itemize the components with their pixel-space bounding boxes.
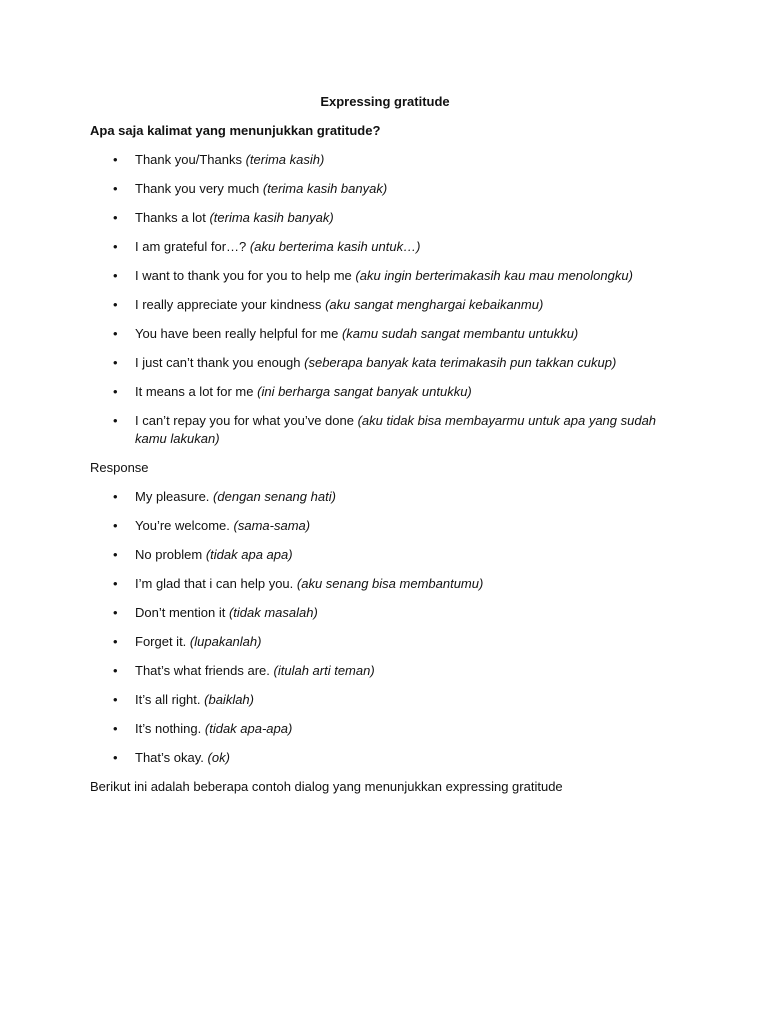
- gratitude-item: [90, 267, 680, 285]
- gratitude-question: Apa saja kalimat yang menunjukkan gratitude?: [90, 123, 381, 138]
- phrase-translation: (tidak masalah): [228, 605, 318, 620]
- bullet-icon: •: [113, 692, 118, 707]
- response-item: [90, 633, 680, 651]
- phrase-english: That’s okay.: [135, 750, 204, 765]
- gratitude-item: [90, 180, 680, 198]
- bullet-icon: •: [113, 721, 118, 736]
- bullet-icon: •: [113, 297, 118, 312]
- phrase-translation: (tidak apa apa): [205, 547, 293, 562]
- gratitude-item: [90, 325, 680, 343]
- bullet-icon: •: [113, 605, 118, 620]
- phrase-english: It’s nothing.: [135, 721, 202, 736]
- bullet-icon: •: [113, 152, 118, 167]
- bullet-icon: •: [113, 384, 118, 399]
- phrase-translation: (aku senang bisa membantumu): [296, 576, 484, 591]
- bullet-icon: •: [113, 750, 118, 765]
- phrase-english: Thanks a lot: [135, 210, 206, 225]
- phrase-english: Thank you very much: [135, 181, 260, 196]
- bullet-icon: •: [113, 210, 118, 225]
- phrase-english: You’re welcome.: [135, 518, 230, 533]
- phrase-translation: (terima kasih banyak): [209, 210, 334, 225]
- phrase-translation: (tidak apa-apa): [204, 721, 293, 736]
- phrase-translation: (terima kasih): [245, 152, 325, 167]
- response-item: [90, 546, 680, 564]
- bullet-icon: •: [113, 576, 118, 591]
- phrase-english: No problem: [135, 547, 203, 562]
- gratitude-item: [90, 383, 680, 401]
- phrase-english: Thank you/Thanks: [135, 152, 242, 167]
- phrase-english: My pleasure.: [135, 489, 210, 504]
- phrase-english: I want to thank you for you to help me: [135, 268, 352, 283]
- gratitude-item: [90, 412, 680, 448]
- phrase-english: I’m glad that i can help you.: [135, 576, 294, 591]
- response-list: [90, 488, 680, 767]
- phrase-translation: (ok): [207, 750, 230, 765]
- phrase-translation: (sama-sama): [233, 518, 311, 533]
- response-item: [90, 749, 680, 767]
- response-heading: Response: [90, 460, 149, 475]
- phrase-english: I can’t repay you for what you’ve done: [135, 413, 354, 428]
- phrase-english: It’s all right.: [135, 692, 201, 707]
- response-item: [90, 691, 680, 709]
- phrase-english: I just can’t thank you enough: [135, 355, 301, 370]
- bullet-icon: •: [113, 634, 118, 649]
- bullet-icon: •: [113, 663, 118, 678]
- bullet-icon: •: [113, 547, 118, 562]
- bullet-icon: •: [113, 355, 118, 370]
- phrase-english: I really appreciate your kindness: [135, 297, 322, 312]
- gratitude-item: [90, 151, 680, 169]
- phrase-translation: (aku ingin berterimakasih kau mau menolongku): [355, 268, 633, 283]
- bullet-icon: •: [113, 413, 118, 428]
- phrase-english: Forget it.: [135, 634, 187, 649]
- phrase-translation: (ini berharga sangat banyak untukku): [257, 384, 472, 399]
- phrase-translation: (itulah arti teman): [273, 663, 375, 678]
- gratitude-item: [90, 209, 680, 227]
- response-item: [90, 604, 680, 622]
- phrase-translation: (aku tidak bisa membayarmu untuk apa yang sudah kamu lakukan): [135, 413, 657, 446]
- bullet-icon: •: [113, 489, 118, 504]
- phrase-translation: (baiklah): [204, 692, 254, 707]
- phrase-translation: (seberapa banyak kata terimakasih pun takkan cukup): [304, 355, 617, 370]
- phrase-translation: (aku berterima kasih untuk…): [249, 239, 421, 254]
- gratitude-item: [90, 238, 680, 256]
- response-item: [90, 517, 680, 535]
- document-page: [90, 93, 680, 807]
- response-item: [90, 720, 680, 738]
- gratitude-list: [90, 151, 680, 448]
- phrase-translation: (dengan senang hati): [213, 489, 336, 504]
- bullet-icon: •: [113, 518, 118, 533]
- gratitude-item: [90, 296, 680, 314]
- response-item: [90, 488, 680, 506]
- phrase-english: Don’t mention it: [135, 605, 226, 620]
- phrase-english: It means a lot for me: [135, 384, 254, 399]
- document-title: Expressing gratitude: [320, 94, 450, 109]
- phrase-english: That’s what friends are.: [135, 663, 270, 678]
- phrase-english: You have been really helpful for me: [135, 326, 339, 341]
- gratitude-item: [90, 354, 680, 372]
- bullet-icon: •: [113, 326, 118, 341]
- response-item: [90, 662, 680, 680]
- bullet-icon: •: [113, 181, 118, 196]
- bullet-icon: •: [113, 268, 118, 283]
- phrase-translation: (terima kasih banyak): [262, 181, 388, 196]
- bullet-icon: •: [113, 239, 118, 254]
- phrase-translation: (aku sangat menghargai kebaikanmu): [325, 297, 544, 312]
- phrase-english: I am grateful for…?: [135, 239, 247, 254]
- response-item: [90, 575, 680, 593]
- phrase-translation: (kamu sudah sangat membantu untukku): [341, 326, 579, 341]
- phrase-translation: (lupakanlah): [189, 634, 262, 649]
- closing-paragraph: Berikut ini adalah beberapa contoh dialog yang menunjukkan expressing gratitude: [90, 779, 563, 794]
